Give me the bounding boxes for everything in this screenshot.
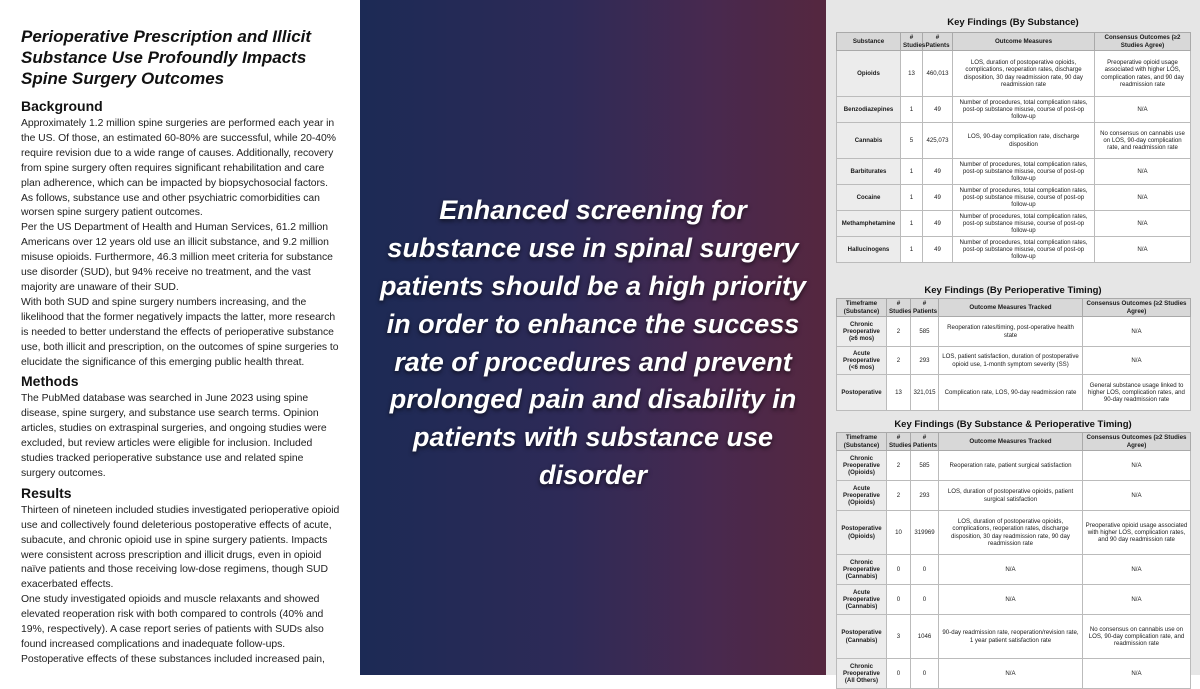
column-header: Consensus Outcomes (≥2 Studies Agree) <box>1083 433 1191 451</box>
results-paragraph: One study investigated opioids and muscle relaxants and showed elevated reoperation risk with both compared to controls (40% and 19%, respectively). A case report series of patients with SUDs also found increased complications and inadequate follow-ups. <box>21 594 324 650</box>
table-cell: 0 <box>887 555 911 585</box>
row-label-cell: Hallucinogens <box>837 237 901 263</box>
table-cell: N/A <box>1095 159 1191 185</box>
background-paragraph: Per the US Department of Health and Human Services, 61.2 million Americans over 12 years old use an illicit substance, and 9.2 million misuse opioids. Furthermore, 46.3 million meet criteria for substance use disorder (SUD), but 94% receive no treatment, and the vast majority are unaware of their SUD. <box>21 222 333 293</box>
table-cell: 1 <box>901 185 923 211</box>
table-cell: 1046 <box>911 615 939 659</box>
methods-heading: Methods <box>21 373 79 390</box>
table-cell: N/A <box>1083 481 1191 511</box>
table-cell: N/A <box>1083 659 1191 689</box>
column-header: Substance <box>837 33 901 51</box>
column-header: Timeframe (Substance) <box>837 299 887 317</box>
table-cell: 319969 <box>911 511 939 555</box>
substance-timing-table <box>836 432 1191 689</box>
table-cell: 49 <box>923 237 953 263</box>
table-row <box>837 159 1191 185</box>
table-row <box>837 237 1191 263</box>
table-cell: Complication rate, LOS, 90-day readmission rate <box>939 375 1083 411</box>
row-label-cell: Cannabis <box>837 123 901 159</box>
substance-table-container <box>836 32 1190 263</box>
table-cell: LOS, duration of postoperative opioids, complications, reoperation rates, discharge disposition, 30 day readmission rate, 90 day readmission rate <box>953 51 1095 97</box>
table-title: Key Findings (By Substance & Perioperative Timing) <box>894 419 1132 430</box>
table-row <box>837 317 1191 347</box>
table-row <box>837 511 1191 555</box>
row-label-cell: Opioids <box>837 51 901 97</box>
table-cell: 293 <box>911 347 939 375</box>
table-cell: LOS, patient satisfaction, duration of postoperative opioid use, 1-month symptom severity (SS) <box>939 347 1083 375</box>
row-label-cell: Chronic Preoperative (All Others) <box>837 659 887 689</box>
substance-timing-table-container <box>836 432 1190 689</box>
table-cell: Number of procedures, total complication rates, post-op substance misuse, course of post-op follow-up <box>953 159 1095 185</box>
table-cell: 0 <box>887 659 911 689</box>
table-cell: 13 <box>887 375 911 411</box>
row-label-cell: Postoperative <box>837 375 887 411</box>
table-cell: 2 <box>887 347 911 375</box>
table-row <box>837 659 1191 689</box>
row-label-cell: Cocaine <box>837 185 901 211</box>
table-row <box>837 185 1191 211</box>
results-heading: Results <box>21 484 72 501</box>
column-header: Outcome Measures <box>953 33 1095 51</box>
table-cell: 0 <box>911 659 939 689</box>
row-label-cell: Benzodiazepines <box>837 97 901 123</box>
column-header: # Studies <box>887 433 911 451</box>
left-column <box>0 0 360 675</box>
table-cell: 5 <box>901 123 923 159</box>
table-cell: 90-day readmission rate, reoperation/revision rate, 1 year patient satisfaction rate <box>939 615 1083 659</box>
table-cell: LOS, 90-day complication rate, discharge disposition <box>953 123 1095 159</box>
column-header: # Studies <box>901 33 923 51</box>
table-cell: No consensus on cannabis use on LOS, 90-day complication rate, and readmission rate <box>1083 615 1191 659</box>
table-cell: N/A <box>939 555 1083 585</box>
background-heading: Background <box>21 98 103 114</box>
table-cell: 293 <box>911 481 939 511</box>
table-cell: LOS, duration of postoperative opioids, complications, reoperation rates, discharge disposition, 30 day readmission rate, 90 day readmission rate <box>939 511 1083 555</box>
table-cell: General substance usage linked to higher LOS, complication rates, and 90-day readmission rate <box>1083 375 1191 411</box>
column-header: Consensus Outcomes (≥2 Studies Agree) <box>1095 33 1191 51</box>
table-cell: 2 <box>887 451 911 481</box>
table-cell: 1 <box>901 97 923 123</box>
table-cell: Number of procedures, total complication rates, post-op substance misuse, course of post-op follow-up <box>953 185 1095 211</box>
table-cell: 0 <box>911 585 939 615</box>
row-label-cell: Postoperative (Cannabis) <box>837 615 887 659</box>
table-row <box>837 451 1191 481</box>
table-cell: 0 <box>887 585 911 615</box>
table-cell: 321,015 <box>911 375 939 411</box>
table-cell: Number of procedures, total complication rates, post-op substance misuse, course of post-op follow-up <box>953 237 1095 263</box>
table-cell: 2 <box>887 317 911 347</box>
table-row <box>837 481 1191 511</box>
table-cell: N/A <box>1083 585 1191 615</box>
table-cell: 3 <box>887 615 911 659</box>
column-header: # Patients <box>923 33 953 51</box>
table-cell: N/A <box>939 659 1083 689</box>
table-cell: N/A <box>1095 97 1191 123</box>
table-cell: Number of procedures, total complication rates, post-op substance misuse, course of post-op follow-up <box>953 211 1095 237</box>
table-cell: 49 <box>923 159 953 185</box>
background-paragraph: With both SUD and spine surgery numbers increasing, and the likelihood that the former negatively impacts the latter, more research is needed to better understand the effects of perioperative substance use, both illicit and prescription, on the outcomes of spine surgeries to elucidate the significance of this emerging public health threat. <box>21 296 339 368</box>
table-row <box>837 123 1191 159</box>
column-header: Outcome Measures Tracked <box>939 299 1083 317</box>
table-row <box>837 51 1191 97</box>
table-cell: 585 <box>911 451 939 481</box>
table-cell: 49 <box>923 97 953 123</box>
timing-table-container <box>836 298 1190 411</box>
results-paragraph: Postoperative effects of these substances included increased pain, <box>21 653 325 665</box>
table-row <box>837 585 1191 615</box>
table-cell: N/A <box>1095 211 1191 237</box>
table-cell: 585 <box>911 317 939 347</box>
table-cell: 49 <box>923 211 953 237</box>
results-paragraph: Thirteen of nineteen included studies investigated perioperative opioid use and collectively found deleterious postoperative effects of acute, subacute, and chronic opioid use in spine surgery patients. Impacts were consistent across prescription and illicit drugs, even in opioid naïve patients and those receiving low-dose regimens, though SUD exacerbated effects. <box>21 504 340 591</box>
right-column <box>826 0 1200 685</box>
column-header: Outcome Measures Tracked <box>939 433 1083 451</box>
table-row <box>837 615 1191 659</box>
table-cell: Preoperative opioid usage associated with higher LOS, complication rates, and 90 day readmission rate <box>1083 511 1191 555</box>
table-cell: LOS, duration of postoperative opioids, patient surgical satisfaction <box>939 481 1083 511</box>
table-cell: No consensus on cannabis use on LOS, 90-day complication rate, and readmission rate <box>1095 123 1191 159</box>
column-header: # Patients <box>911 299 939 317</box>
methods-paragraph: The PubMed database was searched in June 2023 using spine disease, spine surgery, and substance use search terms. Opinion articles, studies on extraspinal surgeries, and ongoing studies were excluded, but review articles were eligible for inclusion. Included studies tracked perioperative substance use and related spine surgery outcomes. <box>21 393 327 479</box>
row-label-cell: Barbiturates <box>837 159 901 185</box>
substance-table <box>836 32 1191 263</box>
column-header: # Studies <box>887 299 911 317</box>
table-cell: N/A <box>1095 237 1191 263</box>
table-cell: N/A <box>1095 185 1191 211</box>
row-label-cell: Chronic Preoperative (Cannabis) <box>837 555 887 585</box>
table-title: Key Findings (By Perioperative Timing) <box>924 285 1102 296</box>
table-cell: Reoperation rate, patient surgical satisfaction <box>939 451 1083 481</box>
table-cell: Number of procedures, total complication rates, post-op substance misuse, course of post-op follow-up <box>953 97 1095 123</box>
table-cell: 425,073 <box>923 123 953 159</box>
poster-title: Perioperative Prescription and Illicit Substance Use Profoundly Impacts Spine Surgery Outcomes <box>21 27 312 88</box>
table-cell: 1 <box>901 211 923 237</box>
table-row <box>837 97 1191 123</box>
row-label-cell: Postoperative (Opioids) <box>837 511 887 555</box>
row-label-cell: Acute Preoperative (Cannabis) <box>837 585 887 615</box>
table-cell: 2 <box>887 481 911 511</box>
table-row <box>837 555 1191 585</box>
table-row <box>837 211 1191 237</box>
table-header-row <box>837 33 1191 51</box>
table-cell: 10 <box>887 511 911 555</box>
row-label-cell: Chronic Preoperative (Opioids) <box>837 451 887 481</box>
column-header: Consensus Outcomes (≥2 Studies Agree) <box>1083 299 1191 317</box>
row-label-cell: Chronic Preoperative (≥6 mos) <box>837 317 887 347</box>
row-label-cell: Methamphetamine <box>837 211 901 237</box>
background-paragraph: Approximately 1.2 million spine surgeries are performed each year in the US. Of those, an estimated 60-80% are successful, while 20-40% require revision due to a wide range of causes. Additionally, recovery from spine surgery often requires significant rehabilitation and care plan adherence, which can be impacted by biopsychosocial factors. As follows, substance use and other psychiatric comorbidities can worsen spine surgery patient outcomes. <box>21 118 336 219</box>
table-row <box>837 347 1191 375</box>
table-header-row <box>837 433 1191 451</box>
column-header: Timeframe (Substance) <box>837 433 887 451</box>
table-cell: 0 <box>911 555 939 585</box>
takeaway-message: Enhanced screening for substance use in spinal surgery patients should be a high priority in order to enhance the success rate of procedures and prevent prolonged pain and disability in patients with substance use disorder <box>379 195 807 490</box>
table-row <box>837 375 1191 411</box>
timing-table <box>836 298 1191 411</box>
takeaway-panel <box>360 0 826 675</box>
column-header: # Patients <box>911 433 939 451</box>
table-cell: 49 <box>923 185 953 211</box>
table-cell: N/A <box>1083 555 1191 585</box>
table-cell: 460,013 <box>923 51 953 97</box>
table-header-row <box>837 299 1191 317</box>
table-cell: N/A <box>1083 347 1191 375</box>
table-cell: N/A <box>939 585 1083 615</box>
table-cell: N/A <box>1083 451 1191 481</box>
table-cell: N/A <box>1083 317 1191 347</box>
table-cell: 13 <box>901 51 923 97</box>
row-label-cell: Acute Preoperative (Opioids) <box>837 481 887 511</box>
table-cell: 1 <box>901 237 923 263</box>
table-cell: Reoperation rates/timing, post-operative health state <box>939 317 1083 347</box>
table-cell: 1 <box>901 159 923 185</box>
table-title: Key Findings (By Substance) <box>947 17 1079 28</box>
table-cell: Preoperative opioid usage associated with higher LOS, complication rates, and 90 day readmission rate <box>1095 51 1191 97</box>
row-label-cell: Acute Preoperative (<6 mos) <box>837 347 887 375</box>
